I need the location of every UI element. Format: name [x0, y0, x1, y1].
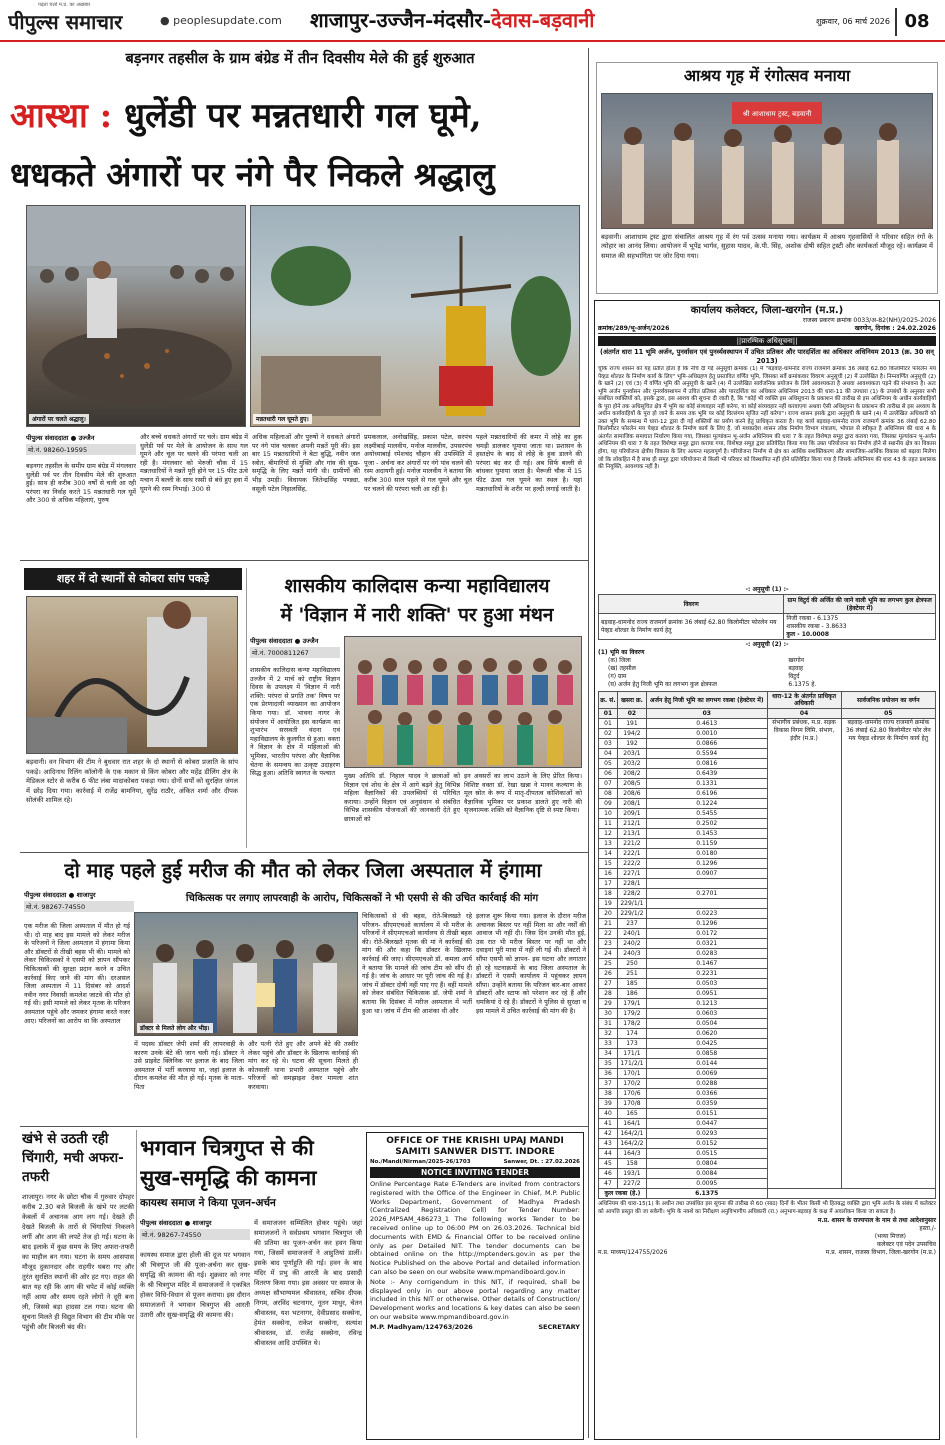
table-cell: 31: [599, 1019, 618, 1029]
land-detail-item: [598, 681, 936, 689]
table-cell: 0.0620: [646, 1029, 767, 1039]
notice-officer-desig: कलेक्टर एवं पदेन उपसचिव: [876, 1241, 936, 1249]
table-cell: 0.5455: [646, 809, 767, 819]
table-cell: 203/1: [617, 749, 646, 759]
table-cell: 0.6196: [646, 789, 767, 799]
tender-title-2: SAMITI SANWER DISTT. INDORE: [395, 1147, 555, 1157]
table-cell: 0.6439: [646, 769, 767, 779]
tender-title-1: OFFICE OF THE KRISHI UPAJ MANDI: [386, 1136, 564, 1146]
byline-name: पीपुल्स संवाददाता: [26, 434, 69, 442]
notice-case: राजस्व प्रकरण क्रमांक 0033/अ-82(NH)/2025-2026: [802, 317, 936, 324]
table-cell: 0.0283: [646, 949, 767, 959]
hospital-subhead: चिकित्सक पर लगाए लापरवाही के आरोप, चिकित्सकों ने भी एसपी से की उचित कार्रवाई की मांग: [185, 893, 539, 904]
schedule-2-header-cell: खसरा क्र.: [617, 692, 646, 709]
hospital-byline-place: शाजापुर: [76, 891, 96, 899]
table-cell: 25: [599, 959, 618, 969]
table-cell: 170/8: [617, 1099, 646, 1109]
table-cell: 0.0816: [646, 759, 767, 769]
table-cell: 0.0447: [646, 1119, 767, 1129]
table-cell: 40: [599, 1109, 618, 1119]
table-cell: 0.0293: [646, 1129, 767, 1139]
chitragupt-subhead: कायस्थ समाज ने किया पूजन-अर्चन: [140, 1197, 276, 1209]
table-cell: 237: [617, 919, 646, 929]
table-cell: 37: [599, 1079, 618, 1089]
table-cell: 227/1: [617, 869, 646, 879]
land-detail-item: [598, 657, 936, 665]
section-title-black: शाजापुर-उज्जैन-मंदसौर-: [310, 8, 492, 32]
land-detail-value: 6.1375 हे.: [788, 681, 817, 688]
table-cell: 0.0503: [646, 979, 767, 989]
schedule-2-header-cell: क्र. सं.: [599, 692, 618, 709]
land-detail-item: [598, 673, 936, 681]
lead-photo-caption-1: अंगारों पर चलते श्रद्धालु।: [29, 414, 89, 424]
table-cell: 174: [617, 1029, 646, 1039]
sched1-total: कुल - 10.0008: [786, 630, 830, 638]
table-cell: 0.0858: [646, 1049, 767, 1059]
table-cell: 0.0359: [646, 1099, 767, 1109]
table-cell: 42: [599, 1129, 618, 1139]
table-cell: 15: [599, 859, 618, 869]
notice-sched1-title: -: अनुसूची (1) :-: [745, 586, 789, 593]
table-cell: [646, 879, 767, 889]
byline-phone: मो.नं. 98260-19595: [26, 444, 136, 455]
table-cell: 11: [599, 819, 618, 829]
ashray-box: [596, 62, 938, 294]
notice-body: चूंकि राज्य शासन को यह प्रतीत होता है कि नीचे दी गई अनुसूची क्रमांक (1) में "बड़वाह-धामनोद राज्य राजमार्ग क्रमांक 36 लंबाई 62.80 किलोमीटर फोरलेन मय पेव्हड शोल्डर के निर्माण कार्य के लिए" भूमि-अधिग्रहण हेतु प्रस्तावित वर्णित भूमि, जिसका सर्वे क्रमांकवार विवरण अनुसूची (2) में उल्लेखित है। निम्नवर्णित अनुसूची (2) के खाने (2) एवं (3) में वर्णित भूमि की अनुसूची के खाने (4) में उल्लेखित सार्वजनिक प्रयोजन के लिये आवश्यकता है अथवा आवश्यकता पड़ने की संभावना है। अतः भूमि अर्जन पुनर्वासन और पुनर्व्यवस्थापन में उचित प्रतिकर और पारदर्शिता का अधिकार अधिनियम 2013 की धारा-11 की उपधारा (1) के उपबंधों के अनुसार सभी संबंधित व्यक्तियों को, इसके द्वारा, इस आशय की सूचना दी जाती है, कि "कोई भी व्यक्ति इस अधिसूचना के प्रकाशन की तारीख से इस अधिनियम के अधीन कार्यवाहियों के पूरा होने तक अधिसूचित क्षेत्र में भूमि का कोई संव्यवहार नहीं करेगा, या कोई संव्यवहार नहीं करवाएगा अथवा ऐसी अधिसूचना के प्रकाशन की तारीख से इस अध्याय के अधीन कार्यवाहियों के पूरा हो जाने के समय तक भूमि पर कोई विल्लंगम सृजित नहीं करेगा"। राज्य शासन इसके द्वारा अनुसूची के खाने (4) में उल्लेखित अधिकारी को उक्त भूमि के सम्बन्ध में धारा-12 द्वारा दी गई शक्तियों का प्रयोग करने हेतु प्राधिकृत करता है। यह कार्य बड़वाह-धामनोद राज्य राजमार्ग क्रमांक 36 लंबाई 62.80 किलोमीटर फोरलेन मय पेव्हड शोल्डर के निर्माण कार्य के लिए है, जो मध्यप्रदेश शासन लोक निर्माण विभाग मंत्रालय, भोपाल से स्वीकृत है अधिनियम की धारा 4 के अंतर्गत सामाजिक समाघात निर्धारण किया गया, जिसका मूल्यांकन भू-अर्जन अधिनियम की धारा 7 के तहत विशेषज्ञ समूह द्वारा कराया गया, जिसका मूल्यांकन भू-अर्जन अधिनियम की धारा 7 के तहत विशेषज्ञ समूह द्वारा कराया गया, विशेषज्ञ समूह द्वारा प्रतिवेदित किया गया कि उक्त परियोजना का निर्माण होने से स्थानीय क्षेत्र का विकास होगा, यह परियोजना क्षेत्रीय विकास के लिए अत्यन्त महत्वपूर्ण है। परियोजना निर्माण से क्षेत्र का आर्थिक सशक्तिकरण और सामाजिक-आर्थिक विकास को बढ़ावा मिलेगा जो कि लोकहित में है साथ ही समूह द्वारा परियोजना से किसी भी परिवार को विस्थापित नहीं होने प्रतिवेदित किया गया है जिसके अधिनियम की धारा 43 के तहत प्रशासक की नियुक्ति, आवश्यक नहीं है।: [598, 366, 936, 471]
table-cell: 170/6: [617, 1089, 646, 1099]
table-cell: 0.0951: [646, 989, 767, 999]
logo-tagline: पढ़ता चलो म.प्र. का अख़बार: [38, 2, 91, 8]
table-cell: 41: [599, 1119, 618, 1129]
table-row: [599, 719, 936, 729]
lead-col-4: प्रमकलाल, अनोखसिंह, प्रकाश पटेल, सरपंच लक्ष्मीबाई मालवीय, मनोज मालवीय, उपसरपंच अयोध्याबाई रमेशचंद चौहान की उपस्थिति में पूजा - अर्चना कर अंगारों पर नंगे पांव चलने की रस्म अदायगी हुई। मनोज मालवीय ने बताया कि करीब 300 साल पहले से गल घूमने और चूल पर चलने की परंपरा चली आ रही है।: [364, 433, 472, 493]
table-cell: 19: [599, 899, 618, 909]
table-cell: 39: [599, 1099, 618, 1109]
cobra-headline: शहर में दो स्थानों से कोबरा सांप पकड़े: [24, 568, 242, 590]
schedule-2-header-number: 04: [767, 709, 841, 719]
table-cell: 0.1296: [646, 919, 767, 929]
ashray-illustration: [602, 94, 933, 229]
lead-col-5: पहले मन्नतधारियों की कमर में लोहे का हुक चमड़ी डालकर घूमाया जाता था। प्रशासन के हस्तक्षेप के बाद से लोहे के हुक डालने की परंपरा बंद कर दी गई। अब सिर्फ बल्ली से बांधकर घुमाया जाता है। भैरूजी चौक में 15 फीट ऊंचा गल घूमने का स्थल है। यहां मन्नतधारियों के शरीर पर हल्दी लगाई जाती है।: [476, 433, 582, 493]
table-cell: 17: [599, 879, 618, 889]
chitragupt-col-2: में समाजजन सम्मिलित होकर पहुंचे। जहां समाजजनों ने सर्वप्रथम भगवान चित्रगुप्त जी की प्रतिमा का पूजन-अर्चन कर हवन किया गया, जिसमें समाजजनों ने आहुतियां डालीं। इसके बाद पूर्णाहुति की गई। हवन के बाद मंदिर में प्रभु की आरती के बाद प्रसादी वितरण किया गया। इस अवसर पर समाज के अध्यक्ष सौभाग्यमल श्रीवास्तव, सचिव दीपक निगम, अरविंद चटनागर, नूतन माथुर, चेतन श्रीवास्तव, यश भटनागर, देवीप्रसाद सक्सेना, हेमंत सक्सेना, राकेश सक्सेना, सत्यांश श्रीवास्तव, डॉ. राजेंद्र सक्सेना, रविन्द्र श्रीवास्तव आदि उपस्थित थे।: [254, 1219, 362, 1347]
table-cell: 26: [599, 969, 618, 979]
table-cell: 0.0866: [646, 739, 767, 749]
kalidas-col-1: शासकीय कालिदास कन्या महाविद्यालय उज्जैन में 2 मार्च को राष्ट्रीय विज्ञान दिवस के उपलक्ष्य में 'विज्ञान में नारी शक्ति: परंपरा से प्रगति तक' विषय पर एक प्रेरणादायी व्याख्यान का आयोजन किया गया। डॉ. भावना नागर के संयोजन में आयोजित इस कार्यक्रम का शुभारंभ सरस्वती वंदना एवं महाविद्यालय के कुलगीत से हुआ। वक्ता ने विज्ञान के क्षेत्र में महिलाओं की भूमिका, भारतीय परंपरा और वैज्ञानिक चेतना के समन्वय का उत्कृष्ट उदाहरण सिद्ध हुआ। अतिथि स्वागत के पश्चात: [250, 666, 340, 778]
lead-headline-text: धुलेंडी पर मन्नतधारी गल घूमे,: [124, 96, 482, 136]
notice-num: क्रमांक/289/भू-अर्जन/2026: [598, 325, 670, 332]
table-cell: 191: [617, 719, 646, 729]
notice-hasta: हस्ता./-: [919, 1225, 936, 1233]
table-cell: 227/2: [617, 1179, 646, 1189]
table-cell: 04: [599, 749, 618, 759]
table-cell: 0.0095: [646, 1179, 767, 1189]
lead-col-2: और बच्चे धधकते अंगारों पर चले। ग्राम बंग्रेड में धुलेंडी पर्व पर मेले के आयोजन के साथ गल घूमने और चूल पर चलने की परंपरा चली आ रही है। मंगलवार को भेरुजी चौक में 15 मन्नतधारियों ने मन्नतें पूरी होने पर 15 फीट ऊंचे मचान में बल्ली के साथ रस्सी से बंधे हुए हवा में घूमने की रस्म निभाई। 300 से: [140, 433, 248, 493]
table-cell: 21: [599, 919, 618, 929]
table-cell: 170/1: [617, 1069, 646, 1079]
table-cell: 47: [599, 1179, 618, 1189]
hospital-col-1: एक मरीज की जिला अस्पताल में मौत हो गई थी। दो माह बाद इस मामले को लेकर मरीज के परिजनों ने जिला अस्पताल में हंगामा किया और डॉक्टरों से तीखी बहस भी की। मामले को लेकर चिकित्सकों ने एसपी को ज्ञापन सौंपकर चिकित्सकों की सुरक्षा प्रदान करने व उचित कार्रवाई किए जाने की मांग की। दरअसल जिला अस्पताल में 11 दिसंबर को आदर्श नवीन नगर निवासी कमलेश जाटवे की मौत हो गई थी। इसी मामले को लेकर मृतक के परिजन अस्पताल पहुंचे और जमकर हंगामा करते नजर आए। परिजनों का आरोप था कि अस्पताल: [24, 922, 130, 1025]
table-cell: 185: [617, 979, 646, 989]
tender-notice-heading: NOTICE INVITING TENDER: [370, 1167, 580, 1178]
table-cell: 36: [599, 1069, 618, 1079]
table-cell: 208/5: [617, 779, 646, 789]
tender-notice: [366, 1132, 584, 1440]
table-cell: 44: [599, 1149, 618, 1159]
kalidas-col-2: मुख्य अतिथि डॉ. निहाल यादव ने छात्राओं को विज्ञान एवं शोध के क्षेत्र में आगे बढ़ने हेतु विभिन्न महिला वैज्ञानिकों की उपलब्धियों से परिचित कराया। उन्होंने विज्ञान एवं अनुसंधान से संबंधित विभिन्न शासकीय योजनाओं की जानकारी देते हुए छात्राओं को: [344, 772, 460, 823]
kalidas-byline-name: पीपुल्स संवाददाता: [250, 637, 293, 645]
table-cell: 38: [599, 1089, 618, 1099]
logo: [8, 2, 168, 38]
hospital-col-5: इलाज शुरू किया गया। इलाज के दौरान मरीज अचानक बिस्तर पर नहीं मिला था और नर्सों की आवाज भी नहीं दी। जिस दिन उनकी मौत हुई, उस रात भी मरीज बिस्तर पर नहीं था और दवाइयां पूरी मात्रा में नहीं ली गई थी। डॉक्टरों ने सौंपा एसपी को ज्ञापन- इस घटना और लगातार हो रहे घटनाक्रमों के बाद जिला अस्पताल के डॉक्टरों ने एसपी कार्यालय में पहुंचकर ज्ञापन सौंपा। उन्होंने बताया कि परिजन बार-बार आकर डॉक्टरों और स्टाफ को परेशान कर रहे हैं और धमकियां दे रहे हैं। डॉक्टरों ने पुलिस से सुरक्षा व इस मामले में उचित कार्रवाई की मांग की है।: [476, 912, 586, 1015]
cobra-illustration: [27, 597, 238, 754]
table-cell: 27: [599, 979, 618, 989]
notice-ro: म.प्र. माध्यम/124755/2026: [598, 1249, 668, 1257]
authorized-officer: संभागीय प्रबंधक, म.प्र. सड़क विकास निगम लिमि. संभाग, इंदौर (म.प्र.): [767, 719, 841, 1189]
table-cell: 213/1: [617, 829, 646, 839]
lead-kicker: बड़नगर तहसील के ग्राम बंग्रेड में तीन दिवसीय मेले की हुई शुरुआत: [125, 51, 475, 67]
table-cell: 05: [599, 759, 618, 769]
total-row: [599, 1189, 936, 1199]
table-cell: 164/2/2: [617, 1139, 646, 1149]
total-value: 6.1375: [646, 1189, 767, 1199]
chitragupt-col-1: कायस्थ समाज द्वारा होली की दूज पर भगवान श्री चित्रगुप्त जी की पूजा-अर्चना कर सुख-समृद्धि की कामना की गई। शुक्रवार को नगर के श्री चित्रगुप्त मंदिर में समाजजनों ने एकत्रित होकर विधि-विधान से पूजन कराया। इस दौरान समाजजनों ने भगवान चित्रगुप्त की आरती उतारी और सुख-समृद्धि की कामना की।: [140, 1251, 250, 1319]
land-detail-value: खरगोन: [788, 657, 805, 664]
table-cell: 222/2: [617, 859, 646, 869]
table-cell: 20: [599, 909, 618, 919]
chitragupt-byline: पीपुल्स संवाददाता ● शाजापुर मो.नं. 98267-74550: [140, 1218, 250, 1244]
land-detail-key: (क) जिला: [608, 657, 631, 664]
hospital-byline-phone: मो.नं. 98267-74550: [24, 901, 134, 912]
website[interactable]: ● peoplesupdate.com: [160, 14, 282, 27]
gal-illustration: [251, 206, 580, 427]
table-cell: 0.2701: [646, 889, 767, 899]
table-cell: 0.0804: [646, 1159, 767, 1169]
hospital-photo-caption: डॉक्टर से मिलते लोग और भीड़।: [137, 1023, 213, 1033]
khambe-text: शाजापुर। नगर के छोटा चौक में गुरुवार दोपहर करीब 2.30 बजे बिजली के खंभे पर लटकी केबलों में अचानक आग लग गई। देखते ही देखते बिजली के तारों से चिंगारियां निकलने लगीं और आग की लपटें तेज हो गईं। घटना के बाद इलाके में कुछ समय के लिए अफरा-तफरी का माहौल बन गया। घटना के समय आसपास मौजूद दुकानदार और राहगीर घबरा गए और तुरंत सुरक्षित स्थानों की ओर हट गए। राहत की बात यह रही कि आग की चपेट में कोई व्यक्ति नहीं आया और समय रहते लोगों ने दूरी बना ली, जिससे बड़ा हादसा टल गया। घटना की सूचना मिलते ही विद्युत विभाग की टीम मौके पर पहुंची और बिजली बंद की।: [22, 1193, 134, 1331]
schedule-2-header-number: 03: [646, 709, 767, 719]
table-cell: 0.0223: [646, 909, 767, 919]
table-cell: 194/2: [617, 729, 646, 739]
chitragupt-byline-phone: मो.नं. 98267-74550: [140, 1229, 250, 1240]
tender-ref: No./Mandi/Nirman/2025-26/1703: [370, 1159, 471, 1165]
ashray-sign: श्री आशाधाम ट्रस्ट, बड़वानी: [742, 110, 812, 118]
table-cell: 170/2: [617, 1079, 646, 1089]
schedule-2-header-cell: सार्वजनिक प्रयोजन का वर्णन: [841, 692, 935, 709]
table-cell: 164/2/1: [617, 1129, 646, 1139]
table-cell: 34: [599, 1049, 618, 1059]
kalidas-illustration: [345, 637, 582, 768]
table-cell: 0.0425: [646, 1039, 767, 1049]
kalidas-byline: पीपुल्स संवाददाता ● उज्जैन मो.नं. 7000811267: [250, 636, 340, 662]
table-cell: 0.0321: [646, 939, 767, 949]
table-cell: 0.0288: [646, 1079, 767, 1089]
table-cell: 46: [599, 1169, 618, 1179]
tender-ro: M.P. Madhyam/124763/2026: [370, 1322, 473, 1331]
land-detail-key: (घ) अर्जन हेतु निजी भूमि का लगभग कुल क्षेत्रफल: [608, 681, 717, 688]
table-cell: 240/1: [617, 929, 646, 939]
table-cell: 0.1331: [646, 779, 767, 789]
land-details-title: (1) भूमि का विवरण: [598, 649, 645, 656]
hospital-illustration: [135, 913, 358, 1036]
tender-date: Sanwer, Dt. : 27.02.2026: [503, 1159, 580, 1165]
ashray-caption: बड़वानी। आशाधाम ट्रस्ट द्वारा संचालित आश्रय गृह में रंग पर्व उत्सव मनाया गया। कार्यक्रम में आश्रय गृहवासियों ने परिवार सहित रंगों के त्योहार का आनंद लिया। आयोजन में भूपेंद्र भार्गव, सुहास यादव, के.पी. सिंह, अशोक दोषी सहित ट्रस्टी और कार्यकर्ता मौजूद रहे। कार्यक्रम में समाज की सहभागिता पर जोर दिया गया।: [601, 233, 933, 260]
table-cell: 171/2/1: [617, 1059, 646, 1069]
table-cell: 07: [599, 779, 618, 789]
table-cell: 158: [617, 1159, 646, 1169]
section-title: [310, 6, 690, 36]
schedule-2-header: [599, 692, 936, 709]
table-cell: 33: [599, 1039, 618, 1049]
table-cell: 43: [599, 1139, 618, 1149]
table-cell: 35: [599, 1059, 618, 1069]
table-cell: 0.0084: [646, 1169, 767, 1179]
main-divider: [588, 48, 589, 1438]
section-title-red: देवास-बड़वानी: [491, 8, 595, 32]
table-cell: 179/2: [617, 1009, 646, 1019]
table-cell: 0.0907: [646, 869, 767, 879]
table-cell: 01: [599, 719, 618, 729]
sched1-head-1: विवरण: [599, 595, 784, 614]
kalidas-headline-2: में 'विज्ञान में नारी शक्ति' पर हुआ मंथन: [280, 604, 554, 626]
table-cell: 179/1: [617, 999, 646, 1009]
notice-sched2-title: -: अनुसूची (2) :-: [745, 641, 789, 648]
sched1-govt: शासकीय रकबा - 3.8633: [786, 622, 847, 630]
notice-foot: अधिनियम की धारा-15(1) के अधीन तथा उपबंधित इस सूचना की तारीख से 60 (साठ) दिनों के भीतर किसी भी हितबद्ध व्यक्ति द्वारा भूमि अर्जन के संबंध में कलेक्टर को आपत्ति प्रस्तुत की जा सकेगी। भूमि के नक्शे का निरीक्षण अनुविभागीय अधिकारी (रा.) अनुभाग-बड़वाह के कक्ष में अवलोकन किया जा सकता है।: [598, 1201, 936, 1215]
page-number: 08: [895, 8, 937, 36]
table-cell: 09: [599, 799, 618, 809]
table-cell: 24: [599, 949, 618, 959]
table-cell: 03: [599, 739, 618, 749]
table-cell: 30: [599, 1009, 618, 1019]
table-cell: 0.0603: [646, 1009, 767, 1019]
table-cell: 0.2502: [646, 819, 767, 829]
table-cell: 10: [599, 809, 618, 819]
schedule-2-header-number: 01: [599, 709, 618, 719]
hospital-col-4: चिकित्सकों से की बहस, रोते-बिलखते रहे परिजन- सीएमएचओ कार्यालय में भी मरीज के परिजनों ने सीएमएचओ कार्यालय से तीखी बहस की। रोते-बिलखते मृतक की मां ने कार्रवाई की मांग की और कहा कि डॉक्टर के खिलाफ कार्रवाई की जाए। सीएमएचओ डॉ. कमला आर्य ने बताया कि मामले की जांच टीम को सौंप दी गई है। जांच के आधार पर पूरी जांच की गई है। जांच में डॉक्टर दोषी नहीं पाए गए हैं। वहीं मामले को लेकर संबंधित चिकित्सक डॉ. जेपी शर्मा ने बताया कि दिसंबर में मरीज अस्पताल में भर्ती हुआ था। जांच में टीम की आशंका थी और: [362, 912, 472, 1015]
table-cell: 221/2: [617, 839, 646, 849]
notice-officer-dept: म.प्र. शासन, राजस्व विभाग, जिला-खरगोन (म.प्र.): [825, 1249, 936, 1257]
public-purpose: बड़वाह-धामनोद राज्य राजमार्ग क्रमांक 36 लंबाई 62.80 किलोमीटर फोर लेन मय पेव्हड शोल्डर के निर्माण कार्य हेतु: [841, 719, 935, 1189]
land-detail-value: बड़वाह: [788, 665, 804, 672]
notice-title: ||प्रारम्भिक अधिसूचना||: [598, 336, 936, 346]
fire-walk-illustration: [27, 206, 246, 427]
cobra-photo: [26, 596, 238, 754]
lead-photo-caption-2: मन्नतधारी गल घूमते हुए।: [253, 414, 312, 424]
table-cell: 208/6: [617, 789, 646, 799]
kalidas-col-3: इन अवसरों का लाभ उठाने के लिए प्रेरित किया। विशिष्ट वक्ता डॉ. रेखा खन्ना ने मानव कल्याण के मूल स्रोत के रूप में मातृ-दीपतत्व कोशिकाओं को वैज्ञानिक भूमिका पर प्रकाश डालते हुए नारी की सृजनात्मक शक्ति को वैज्ञानिक दृष्टि से स्पष्ट किया।: [464, 772, 582, 815]
table-cell: 165: [617, 1109, 646, 1119]
masthead-rule: [0, 40, 945, 42]
notice-date: खरगोन, दिनांक : 24.02.2026: [854, 325, 936, 332]
kalidas-byline-place: उज्जैन: [302, 637, 319, 645]
masthead: [0, 0, 945, 42]
land-detail-key: (ख) तहसील: [608, 665, 636, 672]
table-cell: 203/2: [617, 759, 646, 769]
table-cell: 14: [599, 849, 618, 859]
notice-act: (अंतर्गत धारा 11 भूमि अर्जन, पुनर्वासन एवं पुनर्व्यवस्थापन में उचित प्रतिकर और पारदर्शिता का अधिकार अधिनियम 2013 (क्र. 30 सन् 2013): [600, 348, 934, 365]
table-cell: [646, 899, 767, 909]
table-cell: 29: [599, 999, 618, 1009]
hospital-headline: दो माह पहले हुई मरीज की मौत को लेकर जिला अस्पताल में हंगामा: [64, 859, 542, 882]
hospital-col-2: में पदस्थ डॉक्टर जेपी शर्मा की लापरवाही के कारण उनके बेटे की जान चली गई। डॉक्टर ने उसे प्राइवेट क्लिनिक पर इलाज के बाद जिला अस्पताल में भर्ती करवाया था, जहां इलाज के दौरान कमलेश की मौत हो गई। मृतक के माता-पिता: [134, 1040, 244, 1091]
table-cell: 06: [599, 769, 618, 779]
hospital-byline: पीपुल्स संवाददाता ● शाजापुर मो.नं. 98267-74550: [24, 890, 134, 916]
lead-byline: पीपुल्स संवाददाता ● उज्जैन मो.नं. 98260-19595: [26, 433, 136, 459]
table-cell: 0.0151: [646, 1109, 767, 1119]
table-cell: 0.1224: [646, 799, 767, 809]
khambe-headline: खंभे से उठती रही चिंगारी, मची अफरा-तफरी: [22, 1131, 124, 1185]
tender-note: Note :- Any corrigendum in this NIT, if required, shall be displayed only in our above portal regarding any matter included in this NIT or otherwise. Other details of Construction/ Development works and locations & key dates can also be seen on our website www.mpmandiboard.gov.in: [370, 1277, 580, 1321]
land-detail-value: विटुर्द: [788, 673, 800, 680]
lead-headline: [10, 94, 590, 138]
table-cell: 0.0172: [646, 929, 767, 939]
notice-officer-name: (भव्या मित्तल): [874, 1233, 906, 1241]
table-cell: 0.0180: [646, 849, 767, 859]
table-cell: 186: [617, 989, 646, 999]
notice-gov: म.प्र. शासन के राज्यपाल के नाम से तथा आदेशानुसार: [817, 1217, 936, 1225]
table-cell: 212/1: [617, 819, 646, 829]
lead-col-3: अधिक महिलाओं और पुरुषों ने धधकते अंगारों पर नंगे पांव चलकर अपनी मन्नतें पूरी की। इस बार 15 मन्नतधारियों ने बेटा बुद्धि, नवीन जल स्त्रोत, बीमारियों से मुक्ति और गांव की सुख-समृद्धि के लिए मन्नतें मांगी थी। ग्रामीणों की भीड़ उमड़ी। विधायक जितेन्द्रसिंह पण्ड्या, वसूली पटेल निहालसिंह,: [252, 433, 360, 493]
notice-office: कार्यालय कलेक्टर, जिला-खरगोन (म.प्र.): [690, 305, 844, 316]
schedule-1-table: [598, 594, 936, 640]
table-cell: 208/1: [617, 799, 646, 809]
table-cell: 0.0069: [646, 1069, 767, 1079]
table-cell: 0.1453: [646, 829, 767, 839]
sched1-private: निजी रकबा - 6.1375: [786, 614, 839, 622]
ashray-photo: [601, 93, 933, 229]
table-cell: 0.0366: [646, 1089, 767, 1099]
table-cell: 0.1296: [646, 859, 767, 869]
table-cell: 18: [599, 889, 618, 899]
byline-place: उज्जैन: [78, 434, 95, 442]
table-cell: 164/1: [617, 1119, 646, 1129]
table-cell: 16: [599, 869, 618, 879]
schedule-2-header-cell: धारा-12 के अंतर्गत प्राधिकृत अधिकारी: [767, 692, 841, 709]
table-cell: 22: [599, 929, 618, 939]
website-text: peoplesupdate.com: [173, 14, 282, 27]
lead-col-1: बड़नगर तहसील के समीप ग्राम बंग्रेड में मंगलवार धुलेंडी पर्व पर तीन दिवसीय मेले की शुरुआत हुई। साथ ही करीब 300 वर्षों से चली आ रही परंपरा का निर्वाह करते 15 मन्नतधारी गल घूमें और 300 से अधिक महिलाएं, पुरुष: [26, 462, 136, 505]
table-cell: 0.0144: [646, 1059, 767, 1069]
lead-photo-fire-walk: [26, 205, 246, 427]
hospital-byline-name: पीपुल्स संवाददाता: [24, 891, 67, 899]
kalidas-headline: शासकीय कालिदास कन्या महाविद्यालय: [284, 575, 550, 597]
table-cell: 45: [599, 1159, 618, 1169]
land-detail-item: [598, 665, 936, 673]
hospital-col-3: और पत्नी रोते हुए और अपने बेटे की तस्वीर लेकर पहुंचे और डॉक्टर के खिलाफ कार्रवाई की मांग कर रहे थे। घटना की सूचना मिलते ही कोतवाली थाना प्रभारी अस्पताल पहुंचे और परिजनों को समझाइश देकर मामला शांत करवाया।: [248, 1040, 358, 1091]
table-cell: 192: [617, 739, 646, 749]
table-cell: 173: [617, 1039, 646, 1049]
schedule-2-header-numbers: [599, 709, 936, 719]
table-cell: 171/1: [617, 1049, 646, 1059]
sched1-desc: बड़वाह-धामनोद राज्य राजमार्ग क्रमांक 36 लंबाई 62.80 किलोमीटर फोरलेन मय पेव्हड शोल्डर के निर्माण कार्य हेतु: [599, 614, 784, 640]
schedule-2-header-number: 02: [617, 709, 646, 719]
table-cell: 0.0152: [646, 1139, 767, 1149]
kalidas-byline-phone: मो.नं. 7000811267: [250, 647, 340, 658]
land-notice: [594, 300, 940, 1440]
lead-photo-gal: [250, 205, 580, 427]
land-detail-key: (ग) ग्राम: [608, 673, 627, 680]
lead-headline-red: आस्था :: [10, 96, 113, 136]
kalidas-photo: [344, 636, 582, 768]
table-cell: 229/1/1: [617, 899, 646, 909]
table-cell: 228/2: [617, 889, 646, 899]
logo-text: पीपुल्स समाचार: [8, 10, 123, 34]
schedule-2-header-number: 05: [841, 709, 935, 719]
table-cell: 32: [599, 1029, 618, 1039]
ashray-headline: आश्रय गृह में रंगोत्सव मनाया: [683, 66, 851, 85]
table-cell: 0.1467: [646, 959, 767, 969]
table-cell: 0.1159: [646, 839, 767, 849]
table-cell: 240/2: [617, 939, 646, 949]
schedule-2-table: [598, 691, 936, 1199]
table-cell: 193/1: [617, 1169, 646, 1179]
schedule-2-header-cell: अर्जन हेतु निजी भूमि का लगभग रकबा (हेक्टेयर में): [646, 692, 767, 709]
table-cell: 208/2: [617, 769, 646, 779]
table-cell: 08: [599, 789, 618, 799]
chitragupt-headline: भगवान चित्रगुप्त से की: [140, 1135, 314, 1160]
table-cell: 222/1: [617, 849, 646, 859]
table-cell: 229/1/2: [617, 909, 646, 919]
cobra-text: बड़वानी। वन विभाग की टीम ने बुधवार रात शहर के दो स्थानों से कोबरा प्रजाति के सांप पकड़े। आदिनाथ रिलिंग कॉलोनी के एक मकान से किंग कोबरा और महेंद्र डीलिंग क्षेत्र के मेडिकल स्टोर से करीब 6 फीट लंबा मादाकोबरा पकड़ा गया। दोनों सर्पों को सुरक्षित जंगल में छोड़ दिया गया। कार्रवाई में राजेंद्र बामनिया, सुरेंद्र राठौर, अंकित शर्मा और दीपक सोलंकी शामिल रहे।: [26, 758, 238, 805]
table-cell: 250: [617, 959, 646, 969]
table-cell: 12: [599, 829, 618, 839]
chitragupt-byline-place: शाजापुर: [192, 1219, 212, 1227]
schedule-2-body: [599, 719, 936, 1199]
table-cell: 164/3: [617, 1149, 646, 1159]
chitragupt-byline-name: पीपुल्स संवाददाता: [140, 1219, 183, 1227]
table-cell: 178/2: [617, 1019, 646, 1029]
table-cell: 228/1: [617, 879, 646, 889]
table-cell: 0.4613: [646, 719, 767, 729]
table-cell: 02: [599, 729, 618, 739]
table-cell: 0.2231: [646, 969, 767, 979]
total-label: कुल रकबा (हे.): [599, 1189, 647, 1199]
chitragupt-headline-2: सुख-समृद्धि की कामना: [140, 1165, 317, 1190]
table-cell: 240/3: [617, 949, 646, 959]
hospital-photo: [134, 912, 358, 1036]
table-cell: 0.0010: [646, 729, 767, 739]
lead-headline-2: धधकते अंगारों पर नंगे पैर निकले श्रद्धालु: [10, 155, 495, 194]
table-cell: 209/1: [617, 809, 646, 819]
table-cell: 0.5594: [646, 749, 767, 759]
cobra-box: [24, 568, 242, 848]
tender-sign: SECRETARY: [538, 1322, 580, 1331]
table-cell: 0.0504: [646, 1019, 767, 1029]
table-cell: 23: [599, 939, 618, 949]
table-cell: 13: [599, 839, 618, 849]
table-cell: 0.1213: [646, 999, 767, 1009]
tender-body: Online Percentage Rate E-Tenders are invited from contractors registered with the Office of the Engineer in Chief, M.P. Public Works Department, Government of Madhya Pradesh (Centralized Registration Cell) for Tender Number: 2026_MPSAM_486273_1 The following works Tender to be received online up to 06:00 PM on 26.03.2026. Technical bid documents with EMD & Financial Offer to be received online only as per Detailed NIT. The tender documents can be obtained online on the http://mptenders.gov.in as per the Notice Published on the above Portal and detailed information can also be seen on our website www.mpmandiboard.gov.in: [370, 1180, 580, 1276]
table-cell: 251: [617, 969, 646, 979]
table-cell: 0.0515: [646, 1149, 767, 1159]
land-details: [598, 649, 936, 689]
table-cell: 28: [599, 989, 618, 999]
sched1-head-2: ग्राम विटुर्द की अर्जित की जाने वाली भूमि का लगभग कुल क्षेत्रफल (हेक्टेयर में): [784, 595, 936, 614]
land-list: [598, 657, 936, 689]
date: शुक्रवार, 06 मार्च 2026: [815, 17, 890, 26]
